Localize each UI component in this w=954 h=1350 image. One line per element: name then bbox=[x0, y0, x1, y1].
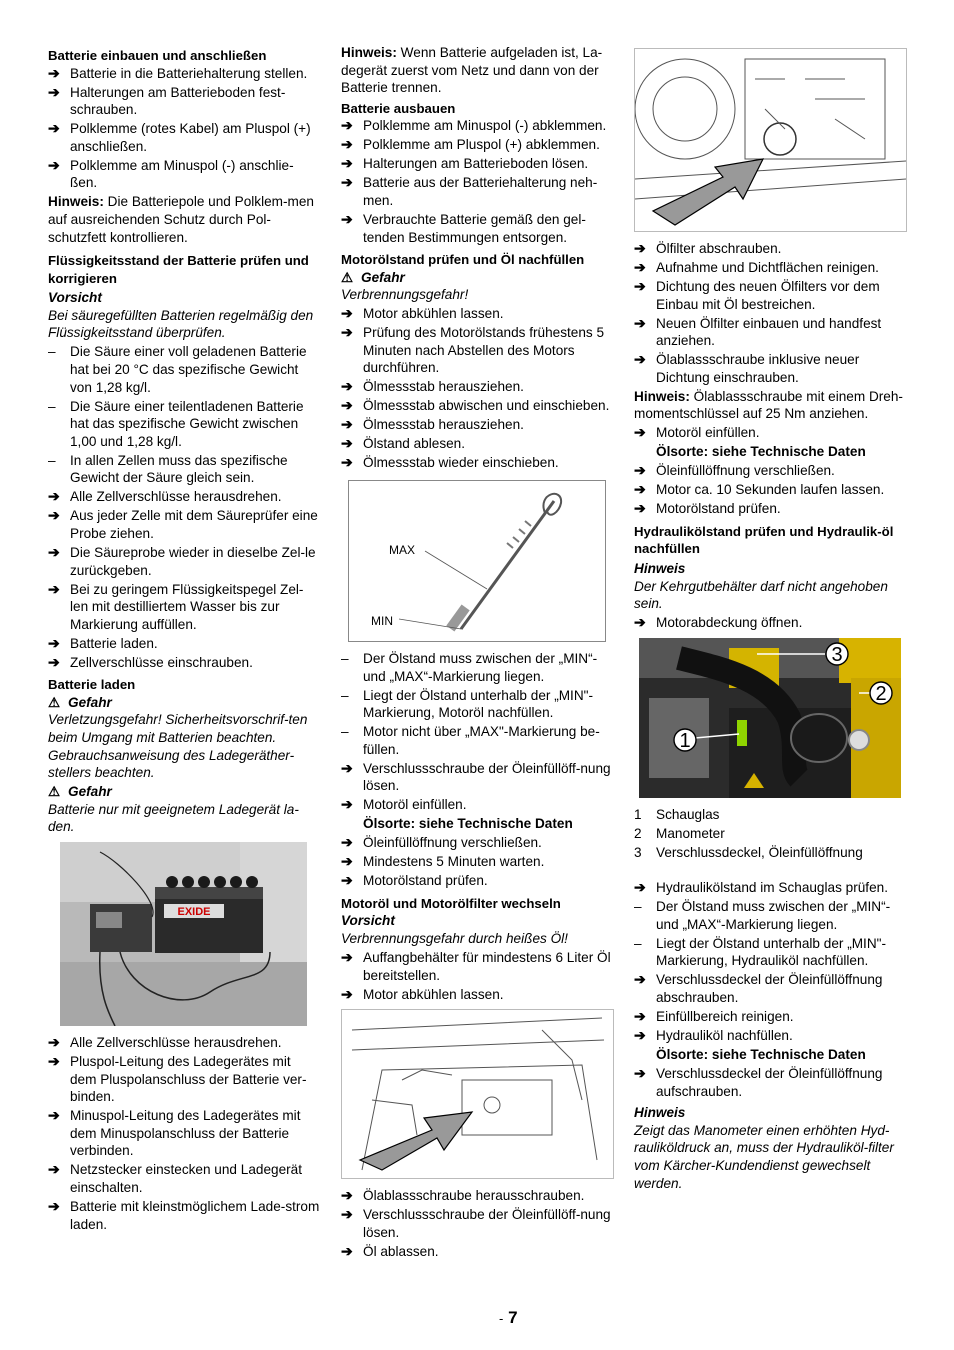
list-item: ➔ Netzstecker einstecken und Ladegerät einschalten. bbox=[48, 1161, 302, 1195]
caution-label: Vorsicht bbox=[48, 290, 102, 306]
arrow-icon: ➔ bbox=[341, 853, 353, 870]
arrow-icon: ➔ bbox=[48, 634, 60, 651]
list-item: ➔ Aufnahme und Dichtflächen reinigen. bbox=[634, 258, 879, 275]
fluid-dashes bbox=[48, 343, 320, 487]
list-item: ➔ Batterie laden. bbox=[48, 634, 158, 651]
list-item: ➔ Öleinfüllöffnung verschließen. bbox=[341, 834, 542, 851]
list-item: ➔ Zellverschlüsse einschrauben. bbox=[48, 653, 253, 670]
arrow-icon: ➔ bbox=[341, 378, 353, 395]
heading-charge-battery: Batterie laden bbox=[48, 677, 136, 693]
warning-triangle-icon: ⚠ bbox=[341, 269, 354, 285]
battery-charger-photo bbox=[60, 842, 307, 1026]
dipstick-min-label: MIN bbox=[371, 613, 393, 628]
list-item: – Motor nicht über „MAX"-Markierung be-füllen. bbox=[341, 724, 600, 757]
arrow-icon: ➔ bbox=[341, 397, 353, 414]
arrow-icon: ➔ bbox=[634, 481, 646, 498]
arrow-icon: ➔ bbox=[48, 120, 60, 137]
arrow-icon: ➔ bbox=[48, 156, 60, 173]
arrow-icon: ➔ bbox=[341, 174, 353, 191]
list-item: ➔ Verschlussschraube der Öleinfüllöff-nung lösen. bbox=[341, 1206, 611, 1240]
arrow-icon: ➔ bbox=[48, 1161, 60, 1178]
list-item: ➔ Halterungen am Batterieboden fest-schrauben. bbox=[48, 83, 286, 118]
arrow-icon: ➔ bbox=[634, 1065, 646, 1081]
oil-change-steps bbox=[341, 949, 614, 1003]
arrow-icon: ➔ bbox=[48, 83, 60, 100]
arrow-icon: ➔ bbox=[341, 210, 353, 227]
list-item: ➔ Die Säureprobe wieder in dieselbe Zel-le zurückgeben. bbox=[48, 543, 316, 578]
list-item: ➔ Alle Zellverschlüsse herausdrehen. bbox=[48, 1034, 282, 1050]
dash-marker: – bbox=[341, 724, 349, 740]
hint-label: Hinweis bbox=[634, 1105, 686, 1121]
heading-hydraulic-oil: Hydraulikölstand prüfen und Hydraulik-öl nachfüllen bbox=[634, 523, 894, 557]
oil-filter-steps bbox=[634, 240, 908, 386]
list-item: ➔ Motorölstand prüfen. bbox=[634, 500, 781, 517]
page-number: - 7 bbox=[499, 1308, 518, 1327]
arrow-icon: ➔ bbox=[341, 1187, 353, 1204]
dipstick-max-label: MAX bbox=[389, 542, 416, 557]
arrow-icon: ➔ bbox=[634, 240, 646, 256]
arrow-icon: ➔ bbox=[634, 614, 646, 631]
hydraulic-steps bbox=[634, 971, 908, 1044]
oil-drain-steps bbox=[341, 1187, 614, 1260]
caution-label: Vorsicht bbox=[341, 913, 395, 929]
arrow-icon: ➔ bbox=[341, 416, 353, 433]
callout-2: 2 bbox=[875, 682, 887, 705]
list-item: ➔ Ölfilter abschrauben. bbox=[634, 240, 782, 256]
list-item: – Liegt der Ölstand unterhalb der „MIN"-Markierung, Motoröl nachfüllen. bbox=[341, 687, 593, 721]
arrow-icon: ➔ bbox=[634, 277, 646, 294]
list-item: ➔ Motoröl einfüllen. bbox=[634, 424, 760, 441]
arrow-icon: ➔ bbox=[341, 305, 353, 322]
oil-close-steps bbox=[341, 834, 614, 890]
figure-legend bbox=[634, 806, 908, 862]
hint-text: Zeigt das Manometer einen erhöhten Hyd-rauliköldruck an, muss der Hydrauliköl-filter vom Kärcher-Kundendienst gewechselt werden. bbox=[634, 1122, 894, 1191]
dash-marker: – bbox=[341, 650, 349, 666]
arrow-icon: ➔ bbox=[48, 543, 60, 560]
list-item: ➔ Prüfung des Motorölstands frühestens 5 Minuten nach Abstellen des Motors durchführen. bbox=[341, 324, 605, 376]
list-item: ➔ Öleinfüllöffnung verschließen. bbox=[634, 462, 835, 479]
arrow-icon: ➔ bbox=[48, 64, 60, 81]
list-item: ➔ Ölmessstab herausziehen. bbox=[341, 416, 524, 433]
fluid-steps bbox=[48, 488, 320, 671]
list-item: – Liegt der Ölstand unterhalb der „MIN"-Markierung, Hydrauliköl nachfüllen. bbox=[634, 935, 886, 969]
heading-fluid-level: Flüssigkeitsstand der Batterie prüfen und korrigieren bbox=[48, 253, 309, 286]
arrow-icon: ➔ bbox=[341, 796, 353, 813]
hydraulic-photo bbox=[639, 638, 901, 798]
list-item: ➔ Ölmessstab wieder einschieben. bbox=[341, 454, 559, 471]
arrow-icon: ➔ bbox=[48, 653, 60, 670]
arrow-icon: ➔ bbox=[48, 1034, 60, 1050]
dash-marker: – bbox=[48, 344, 56, 360]
list-item: ➔ Dichtung des neuen Ölfilters vor dem Einbau mit Öl bestreichen. bbox=[634, 277, 880, 312]
column-1 bbox=[48, 44, 320, 1234]
list-item: ➔ Verbrauchte Batterie gemäß den gel-tenden Bestimmungen entsorgen. bbox=[341, 210, 586, 245]
list-item: ➔ Motor abkühlen lassen. bbox=[341, 985, 504, 1002]
danger-text-1: Verletzungsgefahr! Sicherheitsvorschrif-ten beim Umgang mit Batterien beachten. Gebrauchsanweisung des Ladegeräther-stellers beachten. bbox=[48, 712, 308, 781]
arrow-icon: ➔ bbox=[634, 1008, 646, 1025]
list-item: ➔ Öl ablassen. bbox=[341, 1242, 439, 1259]
list-item: ➔ Ölablassschraube inklusive neuer Dichtung einschrauben. bbox=[634, 351, 860, 385]
arrow-icon: ➔ bbox=[341, 948, 353, 965]
oil-fill-steps bbox=[341, 760, 614, 814]
oil-filter-figure bbox=[634, 48, 907, 232]
danger-label-1: ⚠ Gefahr bbox=[48, 694, 112, 710]
list-item: ➔ Bei zu geringem Flüssigkeitspegel Zel-len mit destilliertem Wasser bis zur Markierung auffüllen. bbox=[48, 580, 304, 632]
list-item: – Der Ölstand muss zwischen der „MIN“- und „MAX“-Markierung liegen. bbox=[341, 650, 598, 684]
legend-item: 1 Schauglas bbox=[634, 806, 720, 822]
list-item: ➔ Mindestens 5 Minuten warten. bbox=[341, 853, 545, 870]
arrow-icon: ➔ bbox=[634, 879, 646, 896]
list-item: ➔ Polklemme (rotes Kabel) am Pluspol (+) anschließen. bbox=[48, 120, 311, 154]
list-item: – In allen Zellen muss das spezifische Gewicht der Säure gleich sein. bbox=[48, 452, 288, 486]
list-item: ➔ Ölmessstab abwischen und einschieben. bbox=[341, 397, 610, 414]
oil-type-note: Ölsorte: siehe Technische Daten bbox=[656, 444, 866, 460]
warning-triangle-icon: ⚠ bbox=[48, 784, 61, 800]
warning-triangle-icon: ⚠ bbox=[48, 694, 61, 710]
oil-drain-figure bbox=[341, 1009, 614, 1179]
list-item: ➔ Aus jeder Zelle mit dem Säureprüfer eine Probe ziehen. bbox=[48, 507, 318, 541]
dash-marker: – bbox=[341, 687, 349, 703]
arrow-icon: ➔ bbox=[341, 834, 353, 851]
list-item: – Die Säure einer teilentladenen Batterie hat das spezifische Gewicht zwischen 1,00 und 1,28 kg/l. bbox=[48, 398, 304, 449]
list-item: ➔ Batterie mit kleinstmöglichem Lade-strom laden. bbox=[48, 1197, 320, 1232]
list-item: ➔ Verschlussdeckel der Öleinfüllöffnung abschrauben. bbox=[634, 971, 883, 1006]
arrow-icon: ➔ bbox=[341, 759, 353, 776]
list-item: ➔ Verschlussdeckel der Öleinfüllöffnung aufschrauben. bbox=[634, 1065, 883, 1099]
list-item: ➔ Polklemme am Minuspol (-) anschlie-ßen. bbox=[48, 156, 294, 191]
legend-item: 2 Manometer bbox=[634, 825, 725, 841]
arrow-icon: ➔ bbox=[341, 155, 353, 172]
column-2 bbox=[341, 44, 614, 1262]
heading-check-oil: Motorölstand prüfen und Öl nachfüllen bbox=[341, 252, 585, 268]
caution-text: Verbrennungsgefahr durch heißes Öl! bbox=[341, 930, 568, 946]
list-item: ➔ Alle Zellverschlüsse herausdrehen. bbox=[48, 488, 282, 505]
arrow-icon: ➔ bbox=[341, 454, 353, 471]
arrow-icon: ➔ bbox=[634, 1027, 646, 1044]
list-item: ➔ Motoröl einfüllen. bbox=[341, 796, 467, 813]
arrow-icon: ➔ bbox=[634, 500, 646, 517]
arrow-icon: ➔ bbox=[341, 435, 353, 452]
dash-marker: – bbox=[48, 398, 56, 414]
list-item: ➔ Hydrauliköl nachfüllen. bbox=[634, 1027, 793, 1044]
list-item: ➔ Auffangbehälter für mindestens 6 Liter Öl bereitstellen. bbox=[341, 948, 611, 983]
list-item: ➔ Pluspol-Leitung des Ladegerätes mit dem Pluspolanschluss der Batterie ver-binden. bbox=[48, 1052, 307, 1105]
list-item: ➔ Ölmessstab herausziehen. bbox=[341, 378, 524, 395]
list-item: ➔ Ölablassschraube herausschrauben. bbox=[341, 1187, 585, 1204]
hint-battery-poles: Hinweis: Die Batteriepole und Polklem-men auf ausreichenden Schutz durch Pol-schutzfett kontrollieren. bbox=[48, 194, 314, 245]
arrow-icon: ➔ bbox=[48, 507, 60, 524]
column-3 bbox=[634, 44, 908, 1194]
oil-level-dashes bbox=[341, 650, 614, 758]
list-item: – Der Ölstand muss zwischen der „MIN“- und „MAX“-Markierung liegen. bbox=[634, 899, 891, 932]
legend-item: 3 Verschlussdeckel, Öleinfüllöffnung bbox=[634, 844, 863, 860]
list-item: ➔ Verschlussschraube der Öleinfüllöff-nung lösen. bbox=[341, 759, 611, 794]
install-steps bbox=[48, 65, 320, 192]
dipstick-figure bbox=[348, 480, 606, 642]
list-item: ➔ Motor abkühlen lassen. bbox=[341, 305, 504, 322]
hint-disconnect-charger: Hinweis: Wenn Batterie aufgeladen ist, La-degerät zuerst vom Netz und dann von der Batterie trennen. bbox=[341, 45, 603, 96]
arrow-icon: ➔ bbox=[341, 872, 353, 889]
heading-install-battery: Batterie einbauen und anschließen bbox=[48, 48, 267, 63]
arrow-icon: ➔ bbox=[341, 1242, 353, 1259]
oil-type-note: Ölsorte: siehe Technische Daten bbox=[363, 816, 573, 832]
arrow-icon: ➔ bbox=[48, 1052, 60, 1069]
list-item: ➔ Polklemme am Pluspol (+) abklemmen. bbox=[341, 136, 600, 153]
oil-type-note: Ölsorte: siehe Technische Daten bbox=[656, 1047, 866, 1063]
heading-remove-battery: Batterie ausbauen bbox=[341, 100, 456, 116]
remove-steps bbox=[341, 117, 614, 246]
danger-text-2: Batterie nur mit geeignetem Ladegerät la-den. bbox=[48, 801, 299, 835]
oil-fill-steps bbox=[634, 462, 908, 518]
list-item: ➔ Motorabdeckung öffnen. bbox=[634, 614, 803, 631]
dash-marker: – bbox=[48, 452, 56, 468]
arrow-icon: ➔ bbox=[634, 971, 646, 988]
list-item: ➔ Motor ca. 10 Sekunden laufen lassen. bbox=[634, 481, 885, 498]
arrow-icon: ➔ bbox=[48, 580, 60, 597]
arrow-icon: ➔ bbox=[48, 1107, 60, 1124]
hydraulic-dashes bbox=[634, 898, 908, 970]
hint-torque: Hinweis: Ölablassschraube mit einem Dreh-momentschlüssel auf 25 Nm anziehen. bbox=[634, 388, 903, 422]
callout-1: 1 bbox=[679, 729, 691, 752]
oil-check-steps bbox=[341, 305, 614, 472]
arrow-icon: ➔ bbox=[48, 1197, 60, 1214]
list-item: ➔ Neuen Ölfilter einbauen und handfest anziehen. bbox=[634, 314, 882, 349]
heading-change-oil: Motoröl und Motorölfilter wechseln bbox=[341, 895, 561, 911]
dash-marker: – bbox=[634, 899, 642, 915]
list-item: – Die Säure einer voll geladenen Batterie hat bei 20 °C das spezifische Gewicht von 1,28 kg/l. bbox=[48, 344, 307, 395]
arrow-icon: ➔ bbox=[48, 488, 60, 505]
list-item: ➔ Minuspol-Leitung des Ladegerätes mit dem Minuspolanschluss der Batterie verbinden. bbox=[48, 1107, 301, 1159]
caution-text: Bei säuregefüllten Batterien regelmäßig den Flüssigkeitsstand überprüfen. bbox=[48, 307, 314, 341]
list-item: ➔ Polklemme am Minuspol (-) abklemmen. bbox=[341, 117, 607, 134]
hint-label: Hinweis bbox=[634, 561, 686, 576]
arrow-icon: ➔ bbox=[634, 462, 646, 479]
list-item: ➔ Ölstand ablesen. bbox=[341, 435, 466, 452]
dash-marker: – bbox=[634, 935, 642, 951]
arrow-icon: ➔ bbox=[634, 314, 646, 331]
arrow-icon: ➔ bbox=[634, 258, 646, 275]
arrow-icon: ➔ bbox=[341, 1206, 353, 1223]
arrow-icon: ➔ bbox=[634, 424, 646, 441]
arrow-icon: ➔ bbox=[634, 351, 646, 368]
danger-text: Verbrennungsgefahr! bbox=[341, 287, 469, 303]
hint-text: Der Kehrgutbehälter darf nicht angehoben sein. bbox=[634, 578, 888, 612]
charge-steps bbox=[48, 1034, 320, 1233]
callout-3: 3 bbox=[831, 643, 843, 666]
arrow-icon: ➔ bbox=[341, 324, 353, 341]
list-item: ➔ Hydraulikölstand im Schauglas prüfen. bbox=[634, 879, 888, 896]
list-item: ➔ Batterie aus der Batteriehalterung neh-men. bbox=[341, 174, 598, 208]
list-item: ➔ Halterungen am Batterieboden lösen. bbox=[341, 155, 589, 172]
arrow-icon: ➔ bbox=[341, 136, 353, 153]
danger-label: ⚠ Gefahr bbox=[341, 269, 405, 285]
danger-label-2: ⚠ Gefahr bbox=[48, 784, 112, 800]
battery-brand-label: EXIDE bbox=[177, 906, 211, 918]
list-item: ➔ Batterie in die Batteriehalterung stellen. bbox=[48, 64, 308, 81]
arrow-icon: ➔ bbox=[341, 985, 353, 1002]
list-item: ➔ Einfüllbereich reinigen. bbox=[634, 1008, 794, 1025]
list-item: ➔ Motorölstand prüfen. bbox=[341, 872, 488, 889]
arrow-icon: ➔ bbox=[341, 117, 353, 134]
